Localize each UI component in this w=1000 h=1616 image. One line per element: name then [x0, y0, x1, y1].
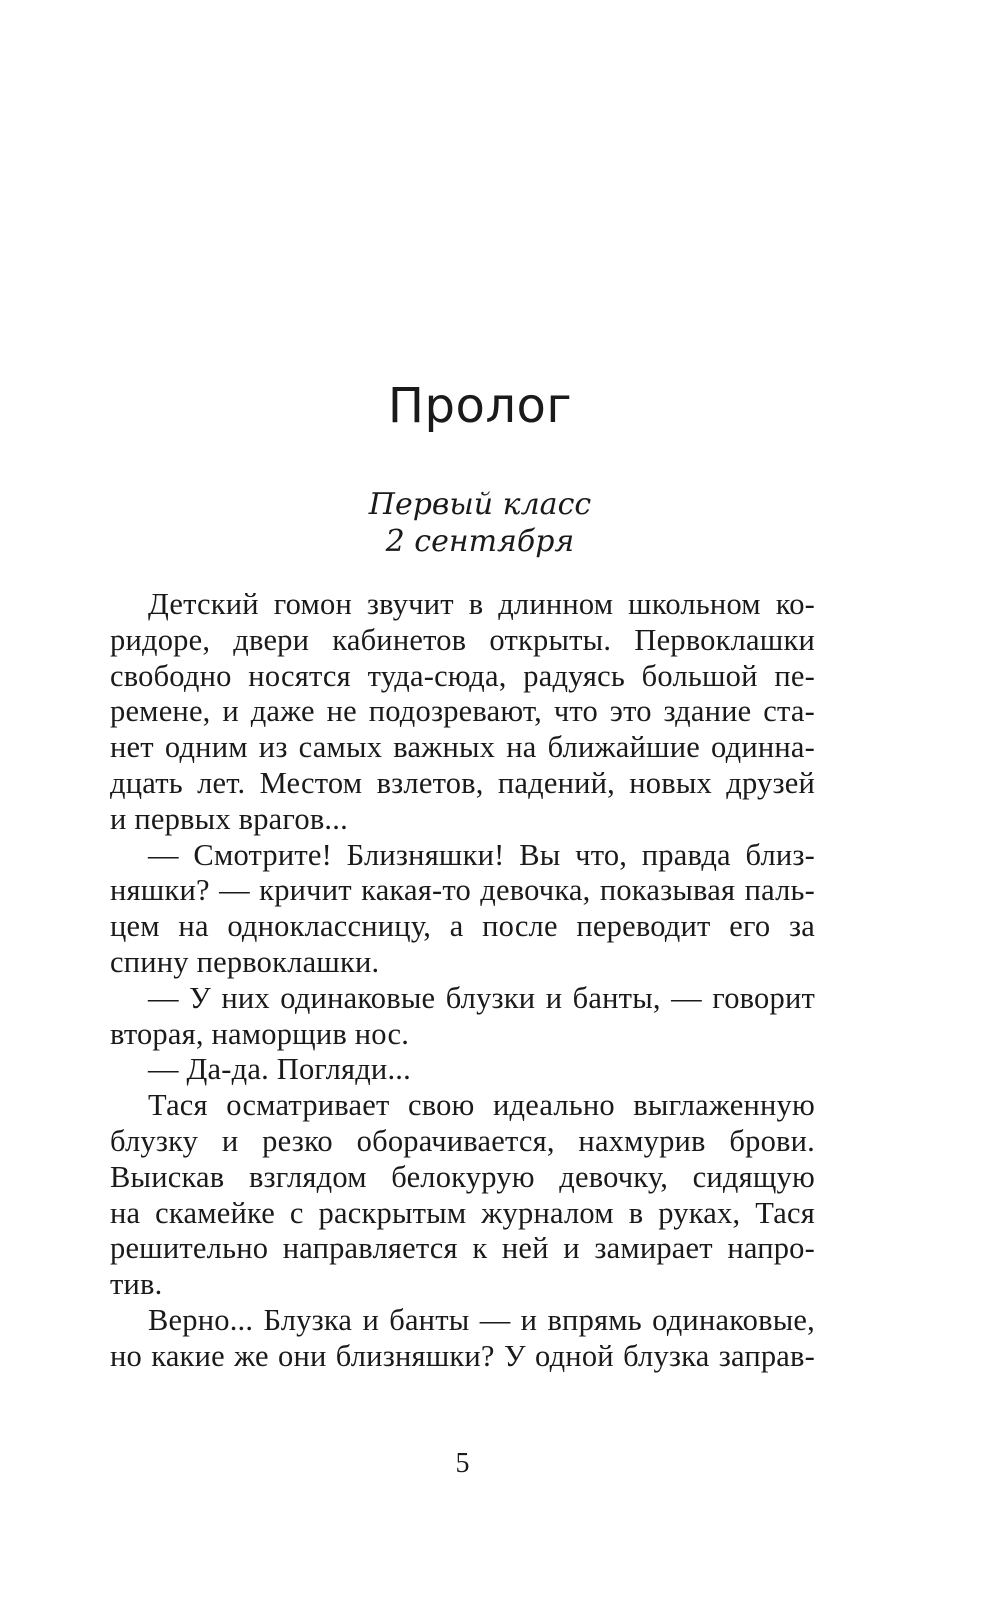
text-line: ридоре, двери кабинетов открыты. Первоклашки — [110, 622, 815, 657]
text-line: свободно носятся туда-сюда, радуясь большой пе- — [110, 658, 815, 693]
text-line: цем на одноклассницу, а после переводит его за — [110, 909, 815, 944]
text-line: спину первоклашки. — [110, 944, 380, 979]
text-line: — Смотрите! Близняшки! Вы что, правда близ- — [148, 837, 815, 872]
body-text — [110, 587, 815, 1375]
text-line: вторая, наморщив нос. — [110, 1016, 410, 1051]
text-line: — Да-да. Погляди... — [148, 1052, 411, 1087]
text-line: и первых врагов... — [110, 801, 348, 836]
page-number: 5 — [455, 1448, 470, 1479]
text-line: — У них одинаковые блузки и банты, — говорит — [148, 980, 815, 1015]
text-line: Верно... Блузка и банты — и впрямь одинаковые, — [148, 1302, 815, 1337]
text-line: нет одним из самых важных на ближайшие одинна- — [110, 730, 815, 765]
text-line: блузку и резко оборачивается, нахмурив брови. — [110, 1123, 815, 1158]
text-line: тив. — [110, 1267, 163, 1302]
text-line: Детский гомон звучит в длинном школьном ко- — [148, 587, 815, 621]
text-line: но какие же они близняшки? У одной блузка заправ- — [110, 1338, 815, 1373]
text-line: дцать лет. Местом взлетов, падений, новых друзей — [110, 765, 815, 800]
text-line: на скамейке с раскрытым журналом в руках, Тася — [110, 1195, 815, 1230]
text-line: Выискав взглядом белокурую девочку, сидящую — [110, 1159, 815, 1194]
dateline-class: Первый класс — [368, 487, 592, 522]
chapter-dateline — [0, 486, 960, 560]
text-line: решительно направляется к ней и замирает напро- — [110, 1231, 815, 1266]
text-line: ремене, и даже не подозревают, что это здание ста- — [110, 694, 815, 729]
text-line: Тася осматривает свою идеально выглаженную — [148, 1088, 815, 1123]
dateline-date: 2 сентября — [385, 524, 575, 559]
chapter-title: Пролог — [387, 378, 573, 434]
text-line: няшки? — кричит какая-то девочка, показывая паль- — [110, 873, 815, 908]
